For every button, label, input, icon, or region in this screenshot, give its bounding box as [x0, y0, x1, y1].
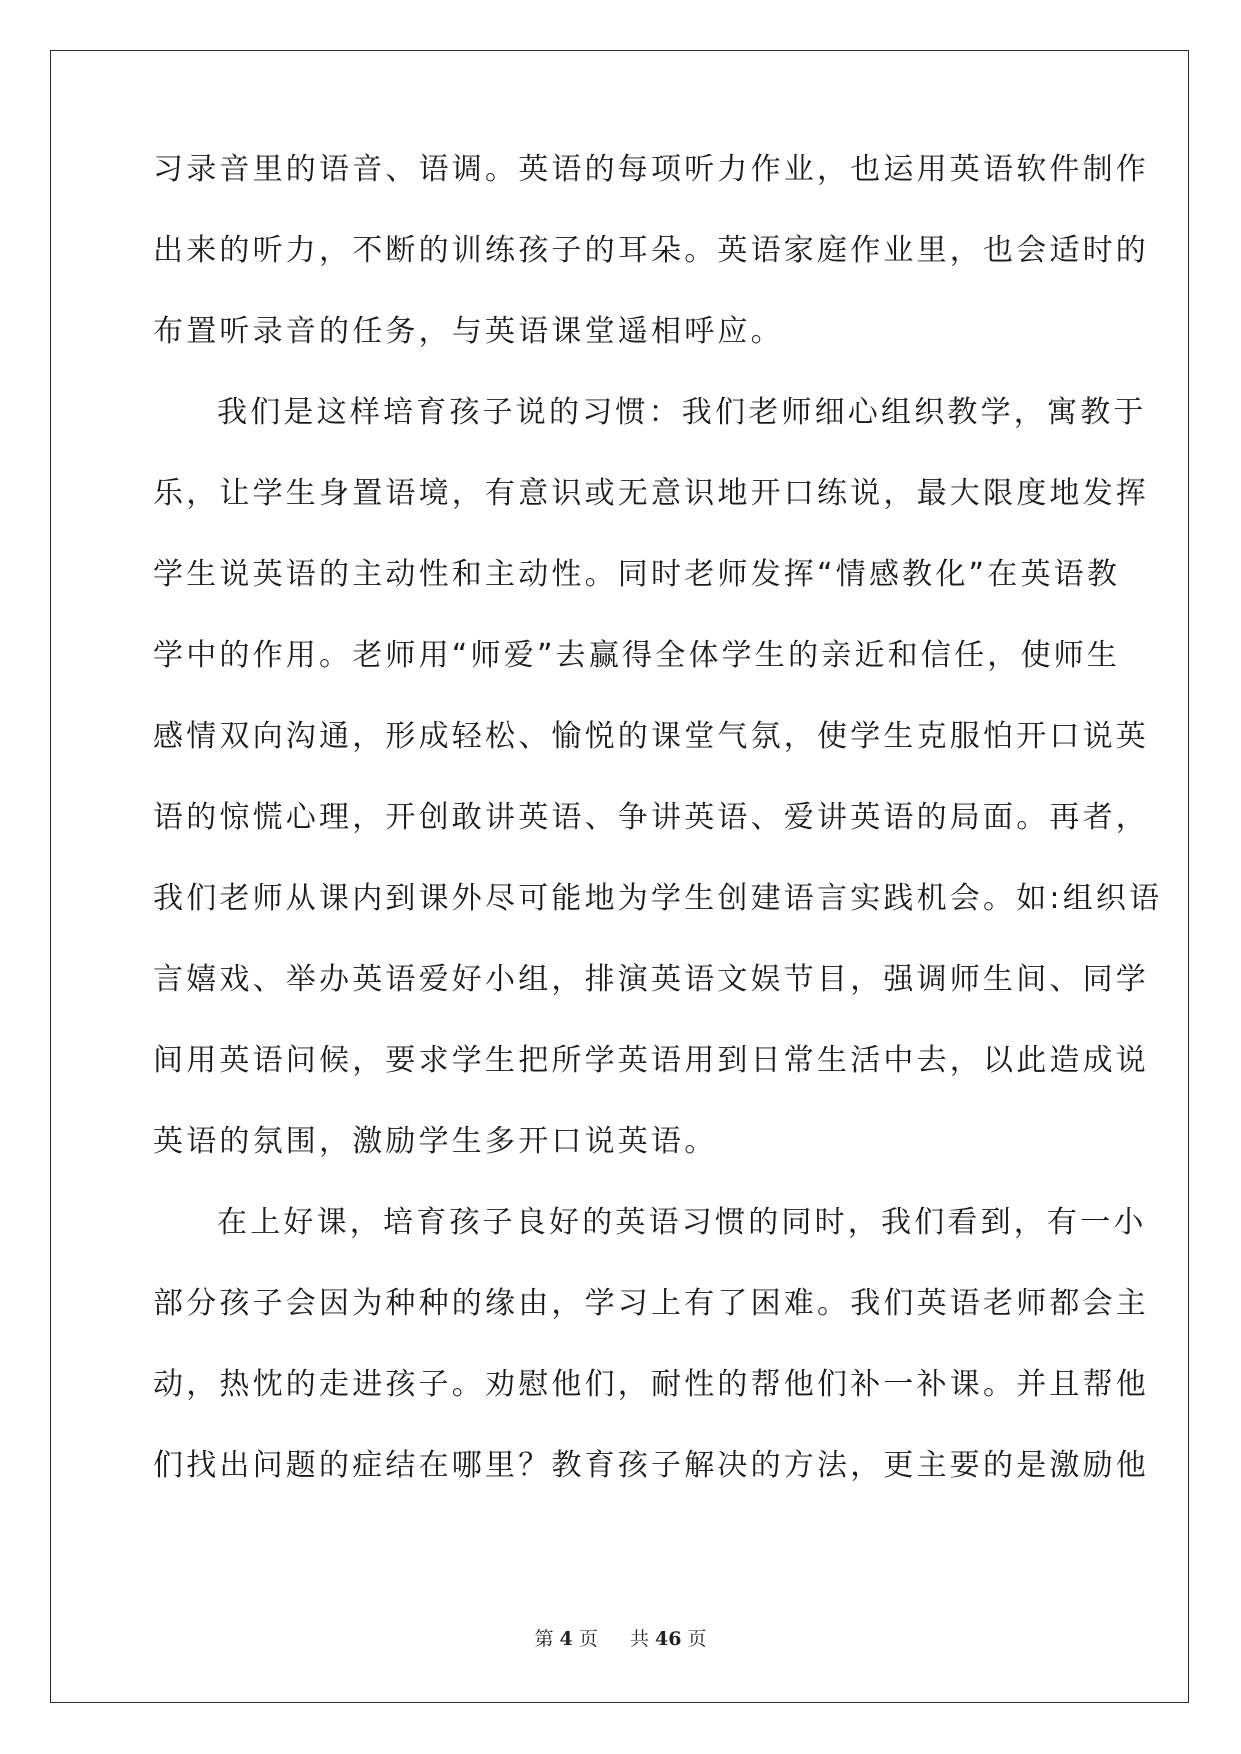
- text-line: 部分孩子会因为种种的缘由，学习上有了困难。我们英语老师都会主: [153, 1286, 1149, 1321]
- document-body: [153, 150, 1163, 1527]
- page-footer: [0, 1624, 1241, 1651]
- paragraph-first-line: 我们是这样培育孩子说的习惯：我们老师细心组织教学，寓教于: [217, 395, 1147, 430]
- total-pages: 46: [655, 1628, 682, 1650]
- text-line: 语的惊慌心理，开创敢讲英语、争讲英语、爱讲英语的局面。再者，: [153, 800, 1149, 835]
- text-line: 英语的氛围，激励学生多开口说英语。: [153, 1124, 718, 1159]
- page-prefix: 第: [534, 1628, 554, 1650]
- text-line: 学生说英语的主动性和主动性。同时老师发挥“情感教化”在英语教: [153, 557, 1121, 592]
- text-line: 间用英语问候，要求学生把所学英语用到日常生活中去，以此造成说: [153, 1043, 1149, 1078]
- text-line: 我们老师从课内到课外尽可能地为学生创建语言实践机会。如:组织语: [153, 881, 1163, 916]
- text-line: 言嬉戏、举办英语爱好小组，排演英语文娱节目，强调师生间、同学: [153, 962, 1149, 997]
- total-prefix: 共: [629, 1628, 649, 1650]
- page-suffix: 页: [578, 1628, 598, 1650]
- text-line: 学中的作用。老师用“师爱”去赢得全体学生的亲近和信任，使师生: [153, 638, 1121, 673]
- text-line: 布置听录音的任务，与英语课堂遥相呼应。: [153, 314, 784, 349]
- text-line: 习录音里的语音、语调。英语的每项听力作业，也运用英语软件制作: [153, 152, 1149, 187]
- text-line: 乐，让学生身置语境，有意识或无意识地开口练说，最大限度地发挥: [153, 476, 1149, 511]
- paragraph-first-line: 在上好课，培育孩子良好的英语习惯的同时，我们看到，有一小: [217, 1205, 1147, 1240]
- total-suffix: 页: [687, 1628, 707, 1650]
- text-line: 出来的听力，不断的训练孩子的耳朵。英语家庭作业里，也会适时的: [153, 233, 1149, 268]
- text-line: 们找出问题的症结在哪里？教育孩子解决的方法，更主要的是激励他: [153, 1448, 1149, 1483]
- page-number: 4: [559, 1628, 573, 1650]
- text-line: 感情双向沟通，形成轻松、愉悦的课堂气氛，使学生克服怕开口说英: [153, 719, 1149, 754]
- text-line: 动，热忱的走进孩子。劝慰他们，耐性的帮他们补一补课。并且帮他: [153, 1367, 1149, 1402]
